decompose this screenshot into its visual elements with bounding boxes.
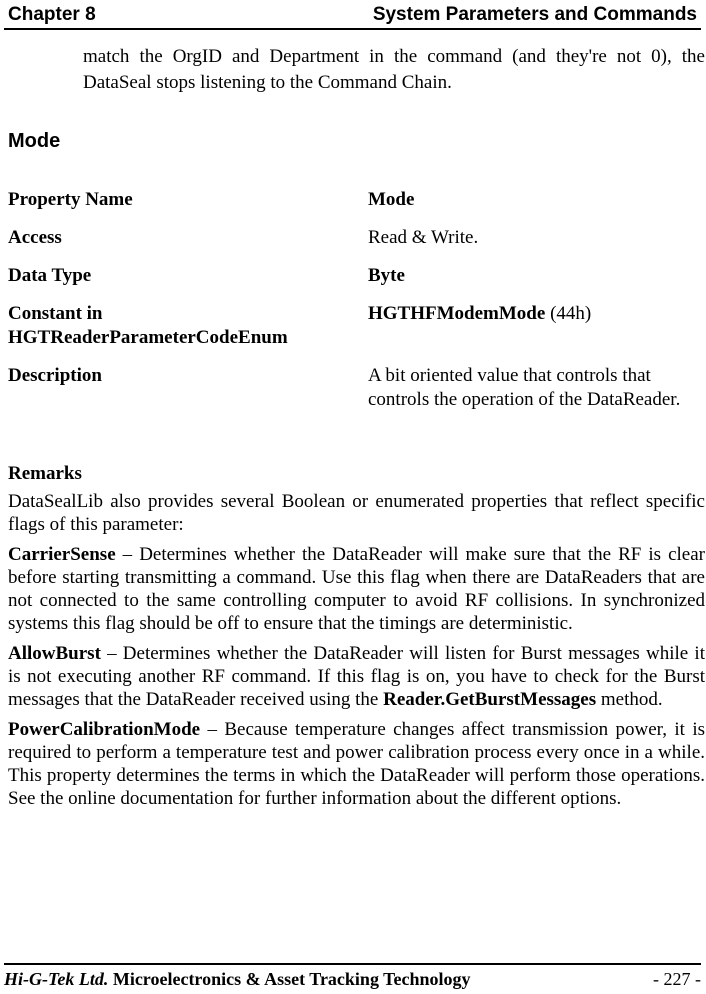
property-value: Byte (368, 265, 405, 286)
constant-name: HGTHFModemMode (368, 303, 546, 324)
page-number: - 227 - (653, 969, 701, 989)
page-header (4, 4, 701, 30)
remark-text-end: method. (596, 689, 663, 710)
section-title: Mode (8, 130, 61, 152)
property-row (8, 188, 706, 226)
remark-item (8, 543, 705, 635)
property-value: Mode (368, 189, 415, 210)
remark-text: – Because temperature changes affect transmission power, it is required to perform a temperature test and power calibration process every once in a while. This property determines the terms in which the DataReader will perform those operations. See the online documentation for further information about the different options. (8, 719, 705, 809)
remark-text: – Determines whether the DataReader will listen for Burst messages while it is not executing another RF command. If this flag is on, you have to check for the Burst messages that the DataReader received using the (8, 643, 705, 710)
property-key: Description (8, 365, 102, 386)
property-row (8, 226, 706, 264)
property-row (8, 302, 706, 364)
remark-term: PowerCalibrationMode (8, 719, 201, 740)
company-tagline: Microelectronics & Asset Tracking Technology (108, 969, 471, 989)
company-name: Hi-G-Tek Ltd. (4, 969, 109, 989)
remark-item (8, 642, 705, 711)
property-row (8, 364, 706, 412)
property-value: A bit oriented value that controls that controls the operation of the DataReader. (368, 365, 681, 410)
intro-paragraph: match the OrgID and Department in the command (and they're not 0), the DataSeal stops listening to the Command Chain. (83, 46, 705, 93)
remark-text: – Determines whether the DataReader will make sure that the RF is clear before starting transmitting a command. Use this flag when there are DataReaders that are not connected to the same controlling computer to avoid RF collisions. In synchronized systems this flag should be off to ensure that the timings are deterministic. (8, 544, 705, 634)
property-row (8, 264, 706, 302)
property-key: Data Type (8, 265, 92, 286)
chapter-label: Chapter 8 (8, 4, 96, 25)
remark-item (8, 718, 705, 810)
remark-term: AllowBurst (8, 643, 101, 664)
remark-term: CarrierSense (8, 544, 116, 565)
page-footer (4, 963, 701, 990)
property-value (368, 302, 706, 364)
remarks-intro: DataSealLib also provides several Boolean or enumerated properties that reflect specific flags of this parameter: (8, 491, 705, 535)
property-value: Read & Write. (368, 227, 479, 248)
remarks-title: Remarks (8, 463, 82, 484)
method-name: Reader.GetBurstMessages (383, 689, 597, 710)
constant-code: (44h) (545, 303, 592, 324)
property-key: Property Name (8, 189, 133, 210)
footer-company-line (4, 969, 470, 990)
chapter-title: System Parameters and Commands (372, 4, 697, 25)
property-key: Access (8, 227, 62, 248)
property-table (8, 188, 706, 412)
remarks-section (8, 462, 705, 817)
property-key: Constant in HGTReaderParameterCodeEnum (8, 303, 288, 348)
